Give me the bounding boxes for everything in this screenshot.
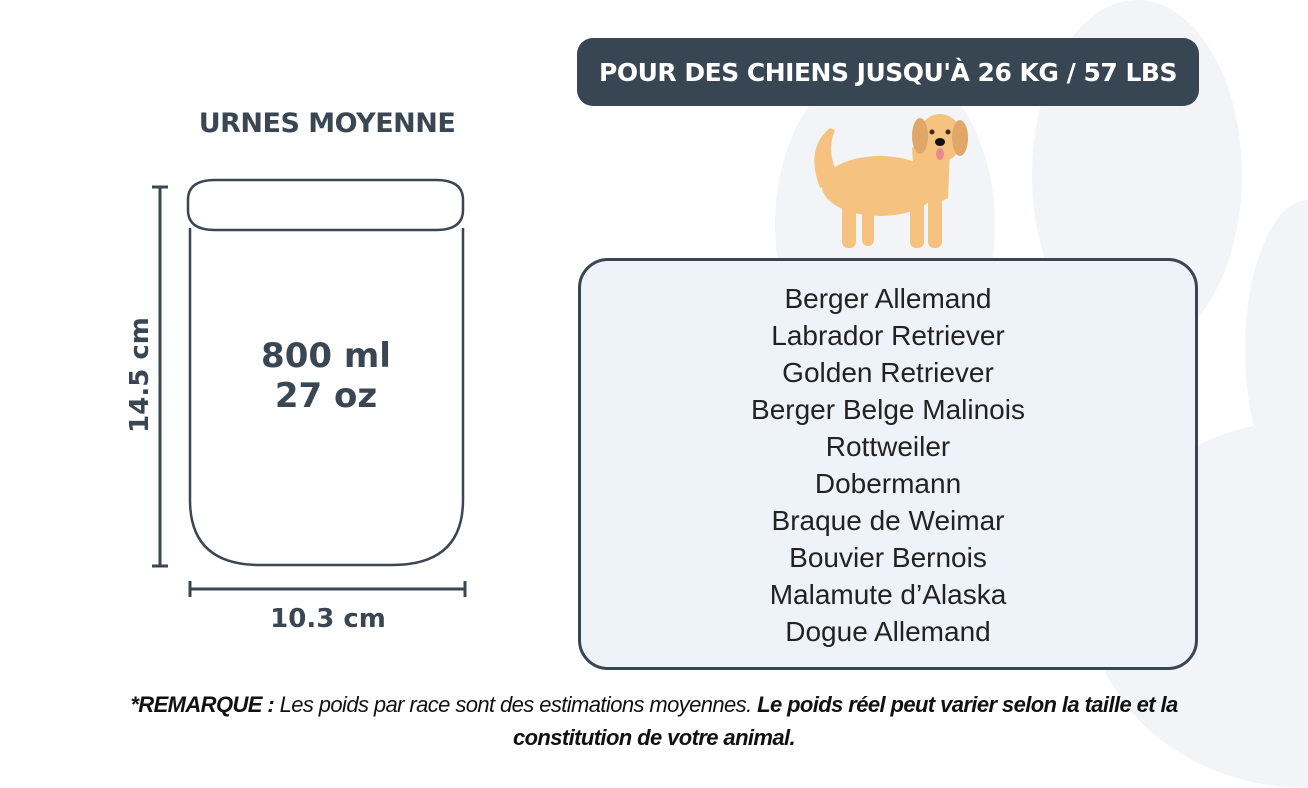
disclaimer-note (100, 688, 1208, 754)
note-bold: Le poids réel peut varier selon la taille et la constitution de votre animal. (512, 692, 1178, 750)
dog-icon (800, 108, 980, 256)
breed-item: Berger Belge Malinois (751, 394, 1025, 425)
urn-diagram (0, 0, 520, 640)
note-text: Les poids par race sont des estimations moyennes. (274, 692, 758, 717)
urn-volume (188, 336, 464, 416)
weight-banner: POUR DES CHIENS JUSQU'À 26 KG / 57 LBS (577, 38, 1199, 106)
height-label: 14.5 cm (125, 317, 155, 433)
breed-item: Malamute d’Alaska (769, 579, 1007, 610)
urn-lid (188, 180, 463, 230)
breed-item: Berger Allemand (784, 283, 992, 314)
breed-item: Braque de Weimar (771, 505, 1005, 536)
volume-oz: 27 oz (274, 376, 378, 416)
breed-item: Golden Retriever (782, 357, 994, 388)
urn-title: URNES MOYENNE (198, 108, 456, 139)
breed-list (578, 280, 1198, 650)
breed-item: Bouvier Bernois (789, 542, 987, 573)
volume-ml: 800 ml (261, 336, 391, 376)
breed-item: Rottweiler (825, 431, 951, 462)
breed-item: Labrador Retriever (771, 320, 1005, 351)
note-lead: *REMARQUE : (130, 692, 275, 717)
breed-item: Dobermann (814, 468, 962, 499)
width-label: 10.3 cm (270, 604, 386, 634)
breed-item: Dogue Allemand (785, 616, 991, 647)
